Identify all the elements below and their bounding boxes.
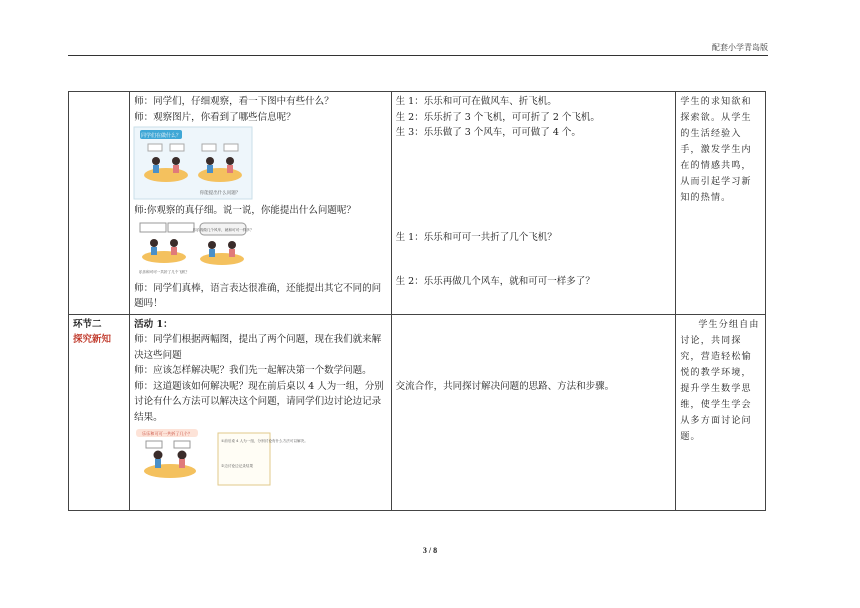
design-note-cell xyxy=(676,314,766,510)
section-label: 环节二 xyxy=(73,318,102,330)
illustration-bubble: 乐乐再做几个风车，就和可可一样多？ xyxy=(192,227,254,232)
teacher-cell xyxy=(130,92,392,315)
classroom-illustration xyxy=(134,127,252,199)
teacher-line: 师：同学们真棒，语言表达很准确，还能提出其它不同的问题吗！ xyxy=(134,282,382,309)
illustration-caption: 你能提出什么问题？ xyxy=(199,191,241,196)
student-line: 生 1：乐乐和可可在做风车、折飞机。 xyxy=(395,96,557,107)
question-illustration xyxy=(134,221,252,277)
student-line: 生 2：乐乐再做几个风车，就和可可一样多了？ xyxy=(395,276,595,287)
design-note-cell xyxy=(676,92,766,315)
teacher-cell xyxy=(130,314,392,510)
section-cell xyxy=(69,92,130,315)
student-cell xyxy=(391,92,676,315)
teacher-line: 师:你观察的真仔细。说一说，你能提出什么问题呢？ xyxy=(134,205,356,216)
illustration-caption: 乐乐和可可一共折了几个飞机？ xyxy=(139,269,190,274)
student-line: 交流合作，共同探讨解决问题的思路、方法和步骤。 xyxy=(395,380,615,392)
illustration-step: ②边讨论边记录结果 xyxy=(221,464,254,468)
teacher-line: 师：同学们根据两幅图，提出了两个问题，现在我们就来解决这些问题 xyxy=(134,334,382,361)
table-row xyxy=(69,92,766,315)
design-note: 学生分组自由讨论，共同探究，营造轻松愉悦的教学环境，提升学生数学思维，使学生学会从多方面讨论问题。 xyxy=(680,319,760,442)
student-cell xyxy=(391,314,676,510)
group-discussion-illustration xyxy=(134,427,309,489)
teacher-line: 师：观察图片，你看到了哪些信息呢？ xyxy=(134,111,296,123)
student-line: 生 3：乐乐做了 3 个风车，可可做了 4 个。 xyxy=(395,127,581,138)
table-row xyxy=(69,314,766,510)
illustration-step: ①前后桌 4 人为一组，分别讨论有什么方法可以解决。 xyxy=(221,439,309,443)
illustration-title: 同学们在做什么？ xyxy=(141,133,182,139)
teacher-line: 师：同学们，仔细观察，看一下图中有些什么？ xyxy=(134,96,334,107)
header-rule xyxy=(68,55,768,56)
student-line: 生 1：乐乐和可可一共折了几个飞机？ xyxy=(395,231,557,243)
section-title: 探究新知 xyxy=(73,334,112,345)
activity-label: 活动 1： xyxy=(134,318,173,330)
teacher-line: 师：这道题该如何解决呢？现在前后桌以 4 人为一组，分别讨论有什么方法可以解决这个问题，请同学们边讨论边记录结果。 xyxy=(134,380,384,423)
lesson-table xyxy=(68,91,766,511)
teacher-line: 师：应该怎样解决呢？我们先一起解决第一个数学问题。 xyxy=(134,365,372,376)
student-line: 生 2：乐乐折了 3 个飞机，可可折了 2 个飞机。 xyxy=(395,111,600,123)
page-number: 3 / 8 xyxy=(422,546,438,555)
header-label: 配套小学青岛版 xyxy=(712,43,768,52)
section-cell xyxy=(69,314,130,510)
design-note: 学生的求知欲和探索欲。从学生的生活经验入手，激发学生内在的情感共鸣，从而引起学习新知的热情。 xyxy=(680,97,752,203)
illustration-title: 乐乐和可可一共折了几个？ xyxy=(142,431,193,436)
